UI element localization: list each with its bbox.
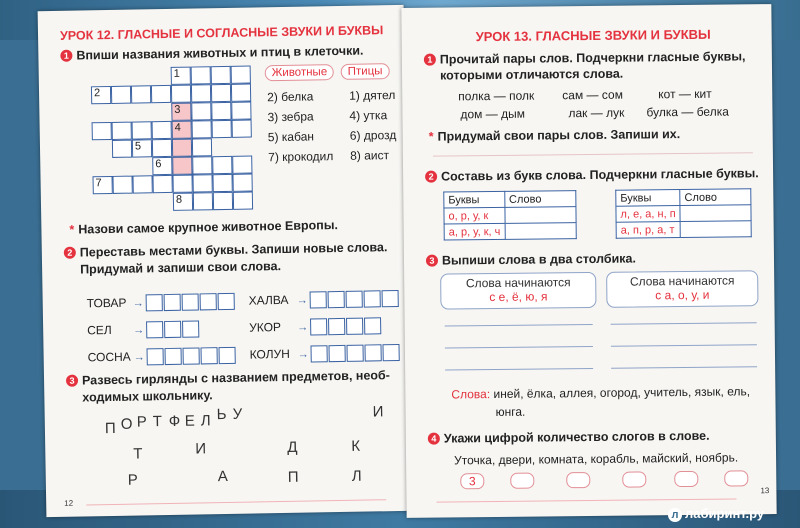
- word-pair: полка — полк: [458, 88, 535, 104]
- animals-tag: Животные: [265, 64, 335, 81]
- task-4-instruction: 4 Укажи цифрой количество слогов в слове.: [428, 429, 710, 446]
- cross-cell[interactable]: [152, 175, 172, 193]
- answer-line[interactable]: [445, 346, 593, 349]
- birds-list: 1) дятел 4) утка 6) дрозд 8) аист: [349, 88, 397, 163]
- cross-cell[interactable]: [111, 86, 131, 104]
- page-number-left: 12: [64, 498, 74, 508]
- column-header-e-yo-yu-ya: Слова начинаются с е, ё, ю, я: [440, 272, 596, 310]
- cross-cell[interactable]: [211, 66, 231, 84]
- syllable-count-bubble[interactable]: [622, 471, 646, 487]
- answer-line[interactable]: [611, 322, 757, 325]
- cross-cell[interactable]: [132, 175, 152, 193]
- cross-cell[interactable]: [192, 120, 212, 138]
- cross-cell[interactable]: [232, 174, 252, 192]
- cross-cell[interactable]: [231, 84, 251, 102]
- letters-table-left: Буквы Слово о, р, у, к а, р, у, к, ч: [443, 190, 576, 240]
- word-pair: кот — кит: [658, 86, 712, 102]
- cross-cell[interactable]: [213, 192, 233, 210]
- cross-cell[interactable]: [152, 121, 172, 139]
- letters-table-right: Буквы Слово л, е, а, н, п а, п, р, а, т: [615, 188, 752, 238]
- cross-cell[interactable]: [131, 85, 151, 103]
- cross-cell[interactable]: [112, 176, 132, 194]
- cross-cell[interactable]: [191, 102, 211, 120]
- cross-cell[interactable]: [192, 156, 212, 174]
- right-page: [401, 4, 776, 518]
- watermark: л лабиринт.ру: [668, 506, 764, 522]
- cross-cell-1[interactable]: 1: [171, 67, 191, 85]
- crossword-grid: [91, 66, 214, 218]
- labirint-logo-icon: л: [668, 508, 682, 522]
- word-pair: булка — белка: [646, 104, 729, 120]
- cross-cell[interactable]: [231, 66, 251, 84]
- syllable-count-bubble[interactable]: 3: [460, 473, 484, 489]
- task-2-instruction-right: 2 Составь из букв слова. Подчеркни гласные буквы.: [425, 166, 759, 183]
- cross-cell[interactable]: [233, 192, 253, 210]
- garland-letters: П О Р Т Ф Е Л Ь Т И Д Р А У И К П Л: [104, 403, 384, 489]
- syllable-count-bubble[interactable]: [724, 470, 748, 486]
- task-3-instruction: 3 Развесь гирлянды с названием предметов, необ- ходимых школьнику.: [66, 367, 390, 407]
- cross-cell-7[interactable]: 7: [93, 176, 113, 194]
- syllable-count-bubble[interactable]: [674, 471, 698, 487]
- column-header-a-o-u-i: Слова начинаются с а, о, у, и: [606, 270, 758, 308]
- cross-cell[interactable]: [171, 85, 191, 103]
- cross-cell[interactable]: [211, 102, 231, 120]
- divider: [433, 152, 753, 156]
- cross-cell[interactable]: [193, 192, 213, 210]
- task-1-instruction-right: 1 Прочитай пары слов. Подчеркни гласные буквы, которыми отличаются слова.: [424, 48, 746, 83]
- cross-cell[interactable]: [191, 66, 211, 84]
- cross-cell-3[interactable]: 3: [171, 103, 191, 121]
- cross-cell-5[interactable]: 5: [132, 139, 152, 157]
- cross-cell[interactable]: [192, 174, 212, 192]
- cross-cell[interactable]: [191, 84, 211, 102]
- cross-cell[interactable]: [172, 175, 192, 193]
- cross-cell[interactable]: [112, 140, 132, 158]
- cross-cell[interactable]: [92, 122, 112, 140]
- cross-cell[interactable]: [132, 121, 152, 139]
- cross-cell[interactable]: [112, 122, 132, 140]
- task-2-instruction: 2 Переставь местами буквы. Запиши новые слова. Придумай и запиши свои слова.: [64, 239, 388, 279]
- word-pair: дом — дым: [460, 106, 526, 122]
- syllable-count-bubble[interactable]: [510, 473, 534, 489]
- answer-line[interactable]: [445, 368, 593, 371]
- animals-list: 2) белка 3) зебра 5) кабан 7) крокодил: [267, 89, 334, 165]
- cross-cell[interactable]: [172, 139, 192, 157]
- left-page: [38, 5, 413, 517]
- word-pair: сам — сом: [562, 87, 623, 103]
- cross-cell[interactable]: [212, 156, 232, 174]
- cross-cell[interactable]: [172, 157, 192, 175]
- cross-cell[interactable]: [211, 84, 231, 102]
- page-footer-line: [437, 498, 737, 502]
- page-number-right: 13: [760, 486, 770, 496]
- word-pair: лак — лук: [568, 105, 625, 121]
- task-1-instruction: 1 Впиши названия животных и птиц в клеточки.: [60, 44, 363, 63]
- cross-cell[interactable]: [192, 138, 212, 156]
- task-3-instruction-right: 3 Выпиши слова в два столбика.: [426, 252, 636, 268]
- words-to-sort: Слова: иней, ёлка, аллея, огород, учитель, язык, ель, юнга.: [451, 384, 751, 419]
- page-footer-line: [86, 499, 386, 505]
- answer-line[interactable]: [445, 324, 593, 327]
- cross-cell-2[interactable]: 2: [91, 86, 111, 104]
- answer-line[interactable]: [611, 366, 757, 369]
- birds-tag: Птицы: [341, 63, 390, 80]
- rearrange-words-left: ТОВАР → СЕЛ → СОСНА →: [86, 288, 236, 372]
- cross-cell-6[interactable]: 6: [152, 157, 172, 175]
- syllable-count-bubble[interactable]: [566, 472, 590, 488]
- syllable-words: Уточка, двери, комната, корабль, майский, ноябрь.: [454, 450, 739, 468]
- lesson-12-title: УРОК 12. ГЛАСНЫЕ И СОГЛАСНЫЕ ЗВУКИ И БУКВЫ: [59, 23, 384, 43]
- cross-cell[interactable]: [212, 120, 232, 138]
- lesson-13-title: УРОК 13. ГЛАСНЫЕ ЗВУКИ И БУКВЫ: [475, 26, 711, 45]
- star-task-pairs: * Придумай свои пары слов. Запиши их.: [428, 127, 681, 144]
- answer-line[interactable]: [611, 344, 757, 347]
- rearrange-words-right: ХАЛВА → УКОР → КОЛУН →: [248, 285, 400, 369]
- star-task-europe: * Назови самое крупное животное Европы.: [69, 218, 339, 237]
- cross-cell[interactable]: [212, 174, 232, 192]
- cross-cell[interactable]: [232, 156, 252, 174]
- cross-cell[interactable]: [232, 120, 252, 138]
- cross-cell-4[interactable]: 4: [172, 121, 192, 139]
- cross-cell[interactable]: [152, 139, 172, 157]
- cross-cell-8[interactable]: 8: [173, 193, 193, 211]
- cross-cell[interactable]: [231, 102, 251, 120]
- cross-cell[interactable]: [151, 85, 171, 103]
